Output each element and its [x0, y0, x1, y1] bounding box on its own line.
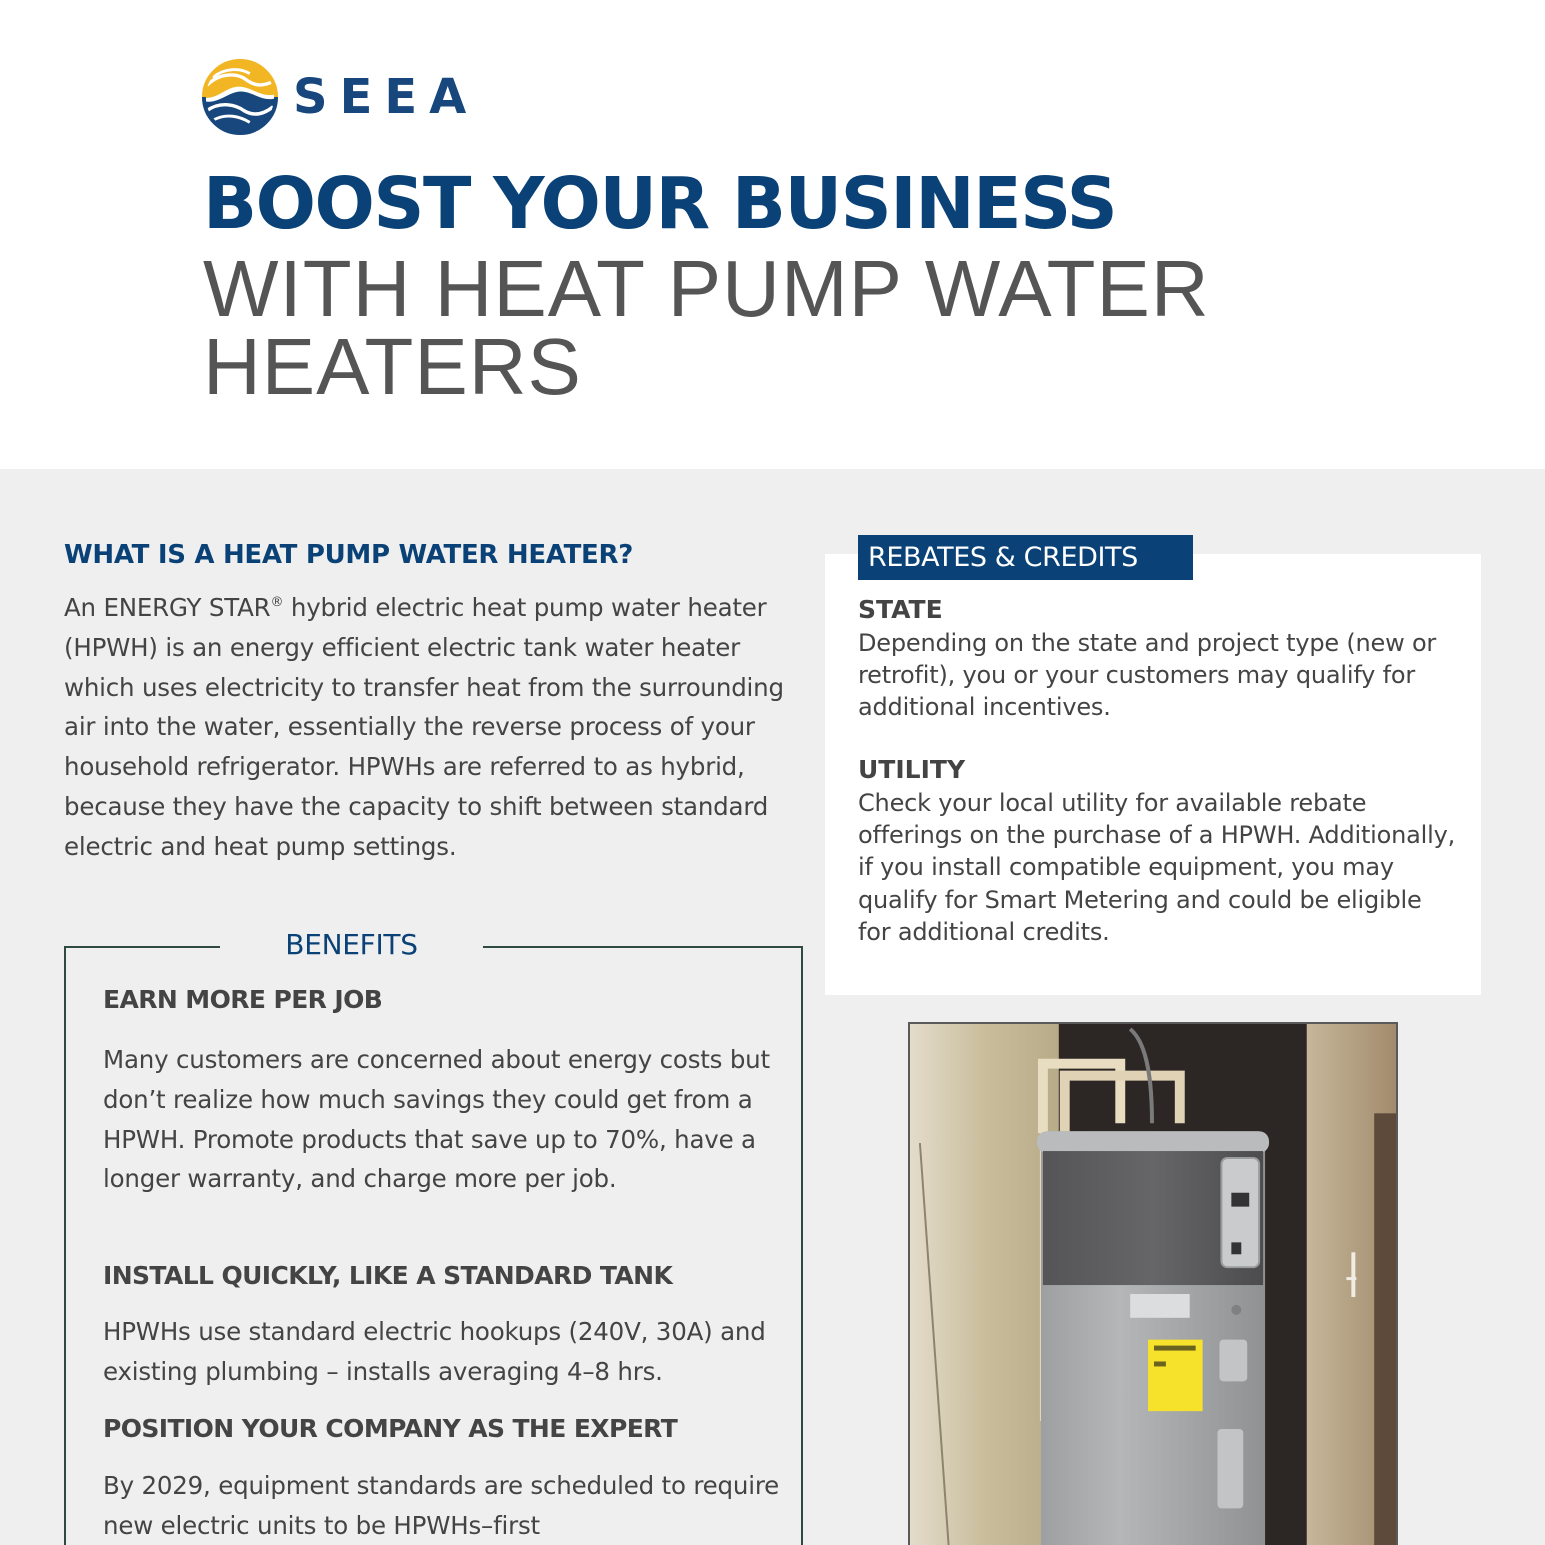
benefit-body: HPWHs use standard electric hookups (240V, 30A) and existing plumbing – installs averaging 4–8 hrs.: [103, 1317, 766, 1386]
body-text: hybrid electric heat pump water heater (HPWH) is an energy efficient electric tank water heater which uses electricity to transfer heat from the surrounding air into the water, essentially the reverse process of your household refrigerator. HPWHs are referred to as hybrid, because they have the capacity to shift between standard electric and heat pump settings.: [64, 593, 784, 861]
page-title-bold: BOOST YOUR BUSINESS: [203, 162, 1117, 245]
sun-wave-emblem-icon: [201, 58, 279, 136]
benefit-heading: POSITION YOUR COMPANY AS THE EXPERT: [103, 1414, 678, 1443]
rebate-section-heading: STATE: [858, 595, 943, 624]
benefit-body: Many customers are concerned about energy costs but don’t realize how much savings they could get from a HPWH. Promote products that save up to 70%, have a longer warranty, and charge more per job.: [103, 1045, 770, 1194]
benefit-heading: INSTALL QUICKLY, LIKE A STANDARD TANK: [103, 1261, 673, 1290]
benefits-box: [64, 946, 803, 1545]
what-is-body: [64, 588, 809, 867]
rebate-section-heading: UTILITY: [858, 755, 966, 784]
seea-logo: [201, 58, 478, 136]
brand-wordmark: SEEA: [293, 69, 479, 125]
benefit-heading: EARN MORE PER JOB: [103, 985, 383, 1014]
benefits-label: BENEFITS: [220, 926, 483, 964]
what-is-heading: WHAT IS A HEAT PUMP WATER HEATER?: [64, 540, 634, 570]
title-line-2: WITH HEAT PUMP WATER: [203, 244, 1210, 333]
rebates-banner: REBATES & CREDITS: [858, 535, 1193, 580]
body-text: An ENERGY STAR: [64, 593, 271, 622]
rebate-section-body: Depending on the state and project type (new or retrofit), you or your customers may qualify for additional incentives.: [858, 629, 1437, 722]
page-title-subtitle: [203, 244, 1210, 411]
benefit-body: By 2029, equipment standards are scheduled to require new electric units to be HPWHs–first: [103, 1471, 780, 1540]
heat-pump-water-heater-illustration-icon: [910, 1024, 1396, 1545]
water-heater-photo: [908, 1022, 1398, 1545]
rebate-section-body: Check your local utility for available rebate offerings on the purchase of a HPWH. Additionally, if you install compatible equipment, you may qualify for Smart Metering and could be eligible for additional credits.: [858, 789, 1456, 946]
registered-mark: ®: [270, 595, 284, 610]
title-line-3: HEATERS: [203, 322, 582, 411]
